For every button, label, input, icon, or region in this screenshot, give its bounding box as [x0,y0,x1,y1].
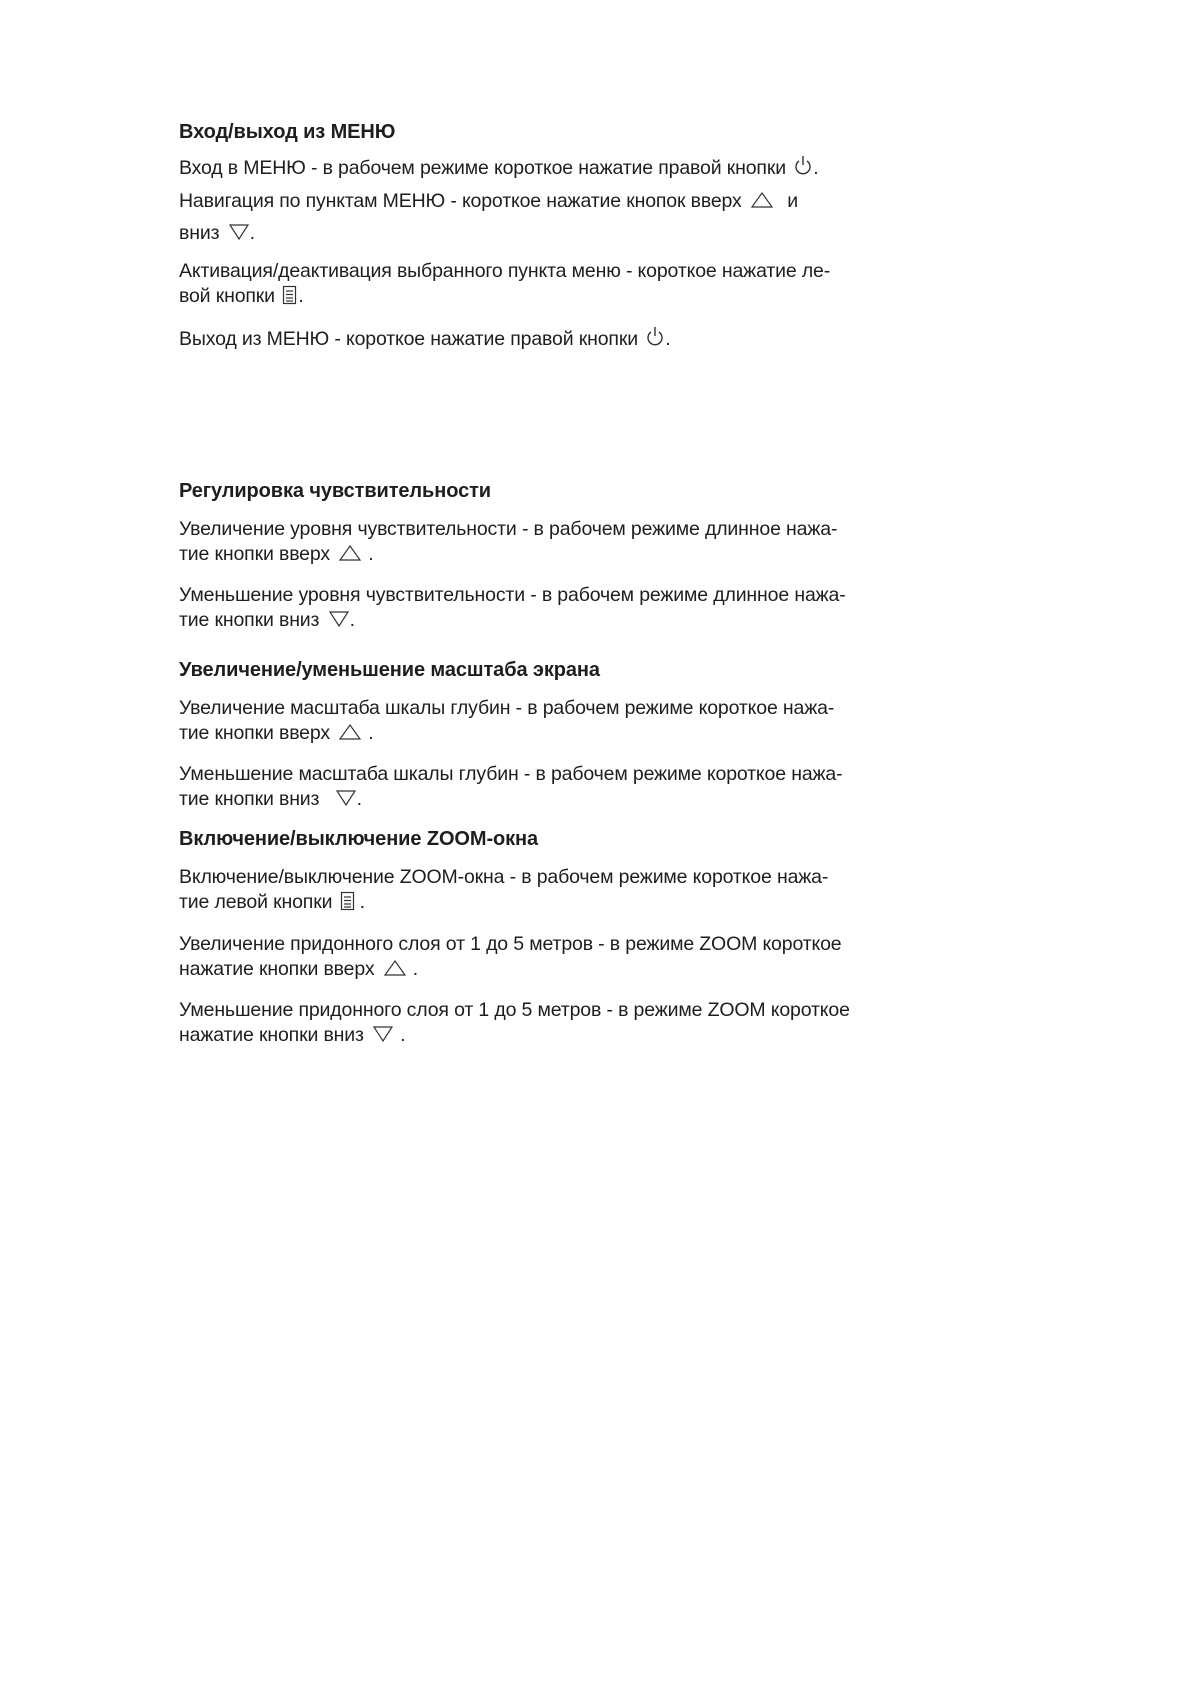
text: . [356,788,362,810]
text: Увеличение уровня чувствительности - в рабочем режиме длинное нажа- [179,518,838,540]
paragraph-menu-navigation [179,186,919,250]
paragraph-zoom-decrease [179,998,919,1050]
section-scale [179,658,919,814]
text: . [249,222,255,244]
text: . [400,1024,406,1046]
text: тие кнопки вверх [179,722,330,744]
heading-scale: Увеличение/уменьшение масштаба экрана [179,659,600,681]
text: вой кнопки [179,285,275,307]
section-zoom [179,827,919,1050]
section-sensitivity [179,479,919,635]
text: тие кнопки вниз [179,609,320,631]
text: Увеличение масштаба шкалы глубин - в рабочем режиме короткое нажа- [179,697,835,719]
heading-menu: Вход/выход из МЕНЮ [179,121,396,143]
text: Увеличение придонного слоя от 1 до 5 метров - в режиме ZOOM короткое [179,933,842,955]
text: нажатие кнопки вниз [179,1024,364,1046]
text: . [359,891,365,913]
paragraph-menu-enter [179,153,919,186]
paragraph-zoom-toggle [179,865,919,918]
paragraph-scale-decrease [179,762,919,814]
text: Включение/выключение ZOOM-окна - в рабочем режиме короткое нажа- [179,866,829,888]
triangle-up-icon [338,723,362,748]
menu-button-icon [340,891,356,918]
text: . [813,157,819,179]
text: вниз [179,222,220,244]
section-menu [179,120,919,355]
triangle-down-icon [335,789,357,814]
text: тие кнопки вниз [179,788,320,810]
triangle-down-icon [328,610,350,635]
menu-button-icon [282,285,298,312]
text: тие кнопки вверх [179,543,330,565]
text: Выход из МЕНЮ - короткое нажатие правой кнопки [179,328,638,350]
power-icon [645,326,665,355]
heading-sensitivity: Регулировка чувствительности [179,480,491,502]
text: . [665,328,671,350]
text: Уменьшение придонного слоя от 1 до 5 метров - в режиме ZOOM короткое [179,999,850,1021]
text: . [349,609,355,631]
triangle-down-icon [372,1025,394,1050]
text: Вход в МЕНЮ - в рабочем режиме короткое нажатие правой кнопки [179,157,786,179]
text: Активация/деактивация выбранного пункта меню - короткое нажатие ле- [179,260,831,282]
paragraph-menu-exit [179,326,919,355]
power-icon [793,155,813,186]
text: Уменьшение масштаба шкалы глубин - в рабочем режиме короткое нажа- [179,763,843,785]
text: нажатие кнопки вверх [179,958,375,980]
text: тие левой кнопки [179,891,333,913]
text: . [298,285,304,307]
paragraph-sensitivity-increase [179,517,919,569]
paragraph-menu-activate [179,259,919,312]
paragraph-scale-increase [179,696,919,748]
text: . [412,958,418,980]
triangle-up-icon [750,188,774,218]
text: Навигация по пунктам МЕНЮ - короткое нажатие кнопок вверх [179,190,742,212]
text: . [368,722,374,744]
paragraph-sensitivity-decrease [179,583,919,635]
triangle-up-icon [383,959,407,984]
text: . [368,543,374,565]
paragraph-zoom-increase [179,932,919,984]
text: Уменьшение уровня чувствительности - в рабочем режиме длинное нажа- [179,584,846,606]
triangle-up-icon [338,544,362,569]
heading-zoom: Включение/выключение ZOOM-окна [179,828,539,850]
text: и [787,190,798,212]
triangle-down-icon [228,220,250,250]
